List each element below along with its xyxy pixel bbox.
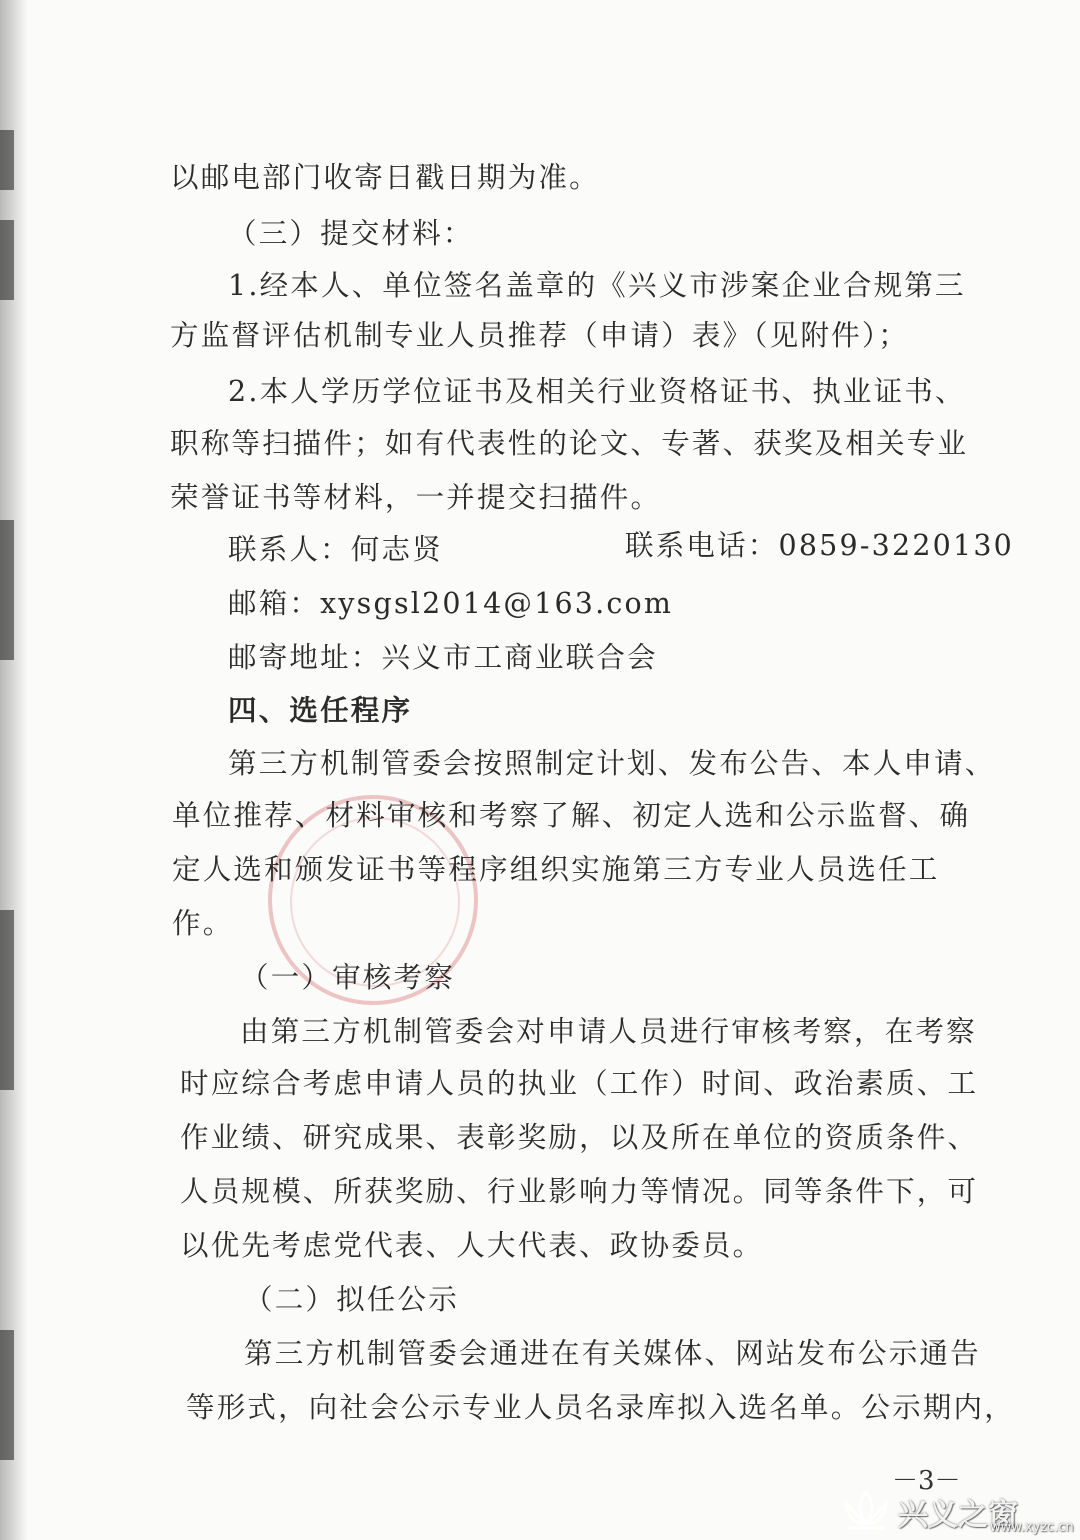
- paragraph-line: 作。: [172, 907, 234, 940]
- lotus-logo-icon: [840, 1488, 892, 1534]
- scan-edge-mark: [0, 910, 14, 1090]
- paragraph-line: 职称等扫描件；如有代表性的论文、专著、获奖及相关专业: [170, 427, 969, 460]
- scan-edge-mark: [0, 220, 14, 300]
- subsection-heading: （二）拟任公示: [244, 1283, 459, 1316]
- paragraph-line: 2.本人学历学位证书及相关行业资格证书、执业证书、: [228, 375, 966, 408]
- watermark-url: www.xyzc.cn: [990, 1520, 1074, 1535]
- contact-email: 邮箱：xysgsl2014@163.com: [228, 587, 674, 620]
- paragraph-line: 以优先考虑党代表、人大代表、政协委员。: [180, 1229, 764, 1262]
- paragraph-line: 单位推荐、材料审核和考察了解、初定人选和公示监督、确: [172, 799, 971, 832]
- subsection-heading: （三）提交材料：: [228, 217, 474, 250]
- paragraph-line: 作业绩、研究成果、表彰奖励，以及所在单位的资质条件、: [180, 1121, 979, 1154]
- contact-person: 联系人：何志贤: [228, 533, 443, 566]
- scan-edge-mark: [0, 520, 14, 660]
- paragraph-line: 由第三方机制管委会对申请人员进行审核考察，在考察: [240, 1015, 977, 1048]
- paragraph-line: 人员规模、所获奖励、行业影响力等情况。同等条件下，可: [180, 1175, 979, 1208]
- mailing-address: 邮寄地址：兴义市工商业联合会: [228, 641, 658, 674]
- paragraph-line: 方监督评估机制专业人员推荐（申请）表》（见附件）；: [170, 319, 910, 352]
- paragraph-line: 定人选和颁发证书等程序组织实施第三方专业人员选任工: [172, 853, 940, 886]
- contact-phone: 联系电话：0859-3220130: [625, 529, 1014, 562]
- paragraph-line: 以邮电部门收寄日戳日期为准。: [170, 161, 600, 194]
- paragraph-line: 时应综合考虑申请人员的执业（工作）时间、政治素质、工: [180, 1067, 979, 1100]
- subsection-heading: （一）审核考察: [240, 961, 455, 994]
- paragraph-line: 荣誉证书等材料，一并提交扫描件。: [170, 481, 662, 514]
- paragraph-line: 第三方机制管委会按照制定计划、发布公告、本人申请、: [228, 747, 996, 780]
- page-number: －3－: [892, 1466, 961, 1496]
- paragraph-line: 第三方机制管委会通进在有关媒体、网站发布公示通告: [244, 1337, 981, 1370]
- section-heading: 四、选任程序: [228, 693, 413, 727]
- scan-edge-mark: [0, 130, 14, 190]
- watermark-site-name: 兴义之窗: [898, 1498, 1018, 1533]
- scan-edge-mark: [0, 1330, 14, 1460]
- paragraph-line: 1.经本人、单位签名盖章的《兴义市涉案企业合规第三: [228, 269, 966, 302]
- site-watermark: [840, 1488, 1075, 1536]
- paragraph-line: 等形式，向社会公示专业人员名录库拟入选名单。公示期内，: [186, 1391, 1015, 1424]
